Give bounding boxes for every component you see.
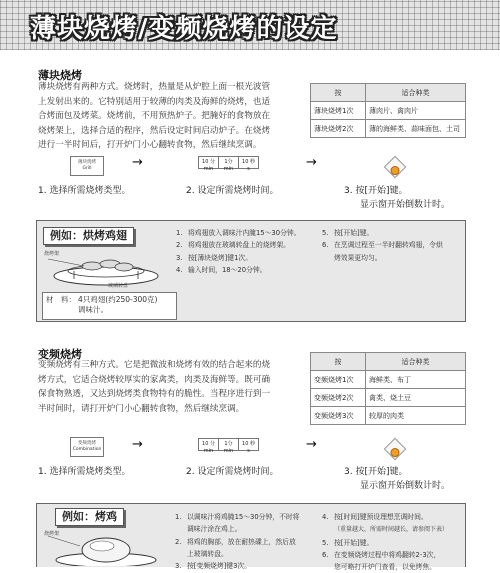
section-heading-combination-grill: 变频烧烤 — [38, 348, 82, 361]
start-button[interactable] — [384, 438, 407, 461]
section-description-combination-grill: 变频烧烤有三种方式。它是把微波和烧烤有效的结合起来的烧 烤方式，它适合烧烤较厚实的家禽类，肉类及海鲜等。既可确 保食物熟透，又达到烧烤类食物特有的脆性。当程序进行到一 半时间时，请打开炉门小心翻转食物，然后继续烹调。 — [38, 360, 271, 414]
step-1-text: 1. 选择所需烧烤类型。 — [38, 467, 131, 477]
ten-second-key[interactable]: 10 秒 s — [238, 438, 259, 451]
step-2-text: 2. 设定所需烧烤时间。 — [186, 467, 279, 477]
material-label: 材 料： — [46, 295, 76, 304]
arrow-icon: → — [132, 155, 143, 170]
arrow-icon: → — [306, 437, 317, 452]
turntable-label: 玻璃转盘 — [108, 283, 129, 289]
example-steps-right: 4. 按[时间]键预设理想烹调时间。 （重量越大，所需时间越长，请参阅下表） 5. 按[开始]键。 6. 在变频烧烤过程中将鸡翻转2-3次， 您可略打开炉门查看，以免烤焦。 — [322, 513, 449, 572]
section-heading-thin-grill: 薄块烧烤 — [38, 69, 82, 82]
combination-key[interactable]: 变频烧烤 Combination — [70, 437, 104, 457]
arrow-icon: → — [306, 155, 317, 170]
example-steps-left: 1. 将鸡翅放入调味汁内腌15～30分钟。 2. 将鸡翅放在玻璃转盘上的烧烤架。 3. 按[薄块烧烤]键1次。 4. 输入时间，18～20分钟。 — [176, 229, 301, 274]
step-1-text: 1. 选择所需烧烤类型。 — [38, 186, 131, 196]
table-row: 变频烧烤3次 较厚的肉类 — [311, 407, 466, 425]
ten-second-key[interactable]: 10 秒 s — [238, 156, 259, 169]
one-minute-key[interactable]: 1分 min — [218, 438, 239, 451]
start-icon — [389, 164, 402, 177]
page-title: 薄块烧烤/变频烧烤的设定 — [30, 14, 338, 44]
time-keys — [199, 156, 259, 175]
step-2-text: 2. 设定所需烧烤时间。 — [186, 186, 279, 196]
ten-minute-key[interactable]: 10 分 min — [198, 156, 219, 169]
table-row: 薄块烧烤1次 薄肉片、禽肉片 — [311, 102, 466, 120]
rack-label: 烧烤架 — [44, 531, 60, 537]
material-value-2: 调味汁。 — [78, 305, 108, 314]
step-3-note: 显示窗开始倒数计时。 — [360, 200, 451, 210]
step-3-text: 3. 按[开始]键。 — [344, 186, 408, 196]
grill-rack-illustration — [44, 254, 164, 288]
time-keys — [199, 438, 259, 457]
example-steps-left: 1. 以调味汁将鸡腌15～30分钟，不时将 调味汁涂在鸡上。 2. 将鸡的胸部，放在耐热碟上，然后放 上玻璃转盘。 3. 按[变频烧烤]键3次。 — [175, 513, 300, 571]
table-row: 变频烧烤1次 海鲜类、布丁 — [311, 371, 466, 389]
example-title: 例如：烘烤鸡翅 — [43, 227, 134, 245]
rack-label: 烧烤架 — [44, 251, 60, 257]
one-minute-key[interactable]: 1分 min — [218, 156, 239, 169]
step-3-note: 显示窗开始倒数计时。 — [360, 481, 451, 491]
roast-chicken-illustration — [44, 534, 164, 566]
example-title: 例如：烤鸡 — [55, 508, 124, 526]
example-steps-right: 5. 按[开始]键。 6. 在烹调过程至一半时翻转鸡翅，令烘 烤效果更均匀。 — [322, 229, 443, 262]
ten-minute-key[interactable]: 10 分 min — [198, 438, 219, 451]
start-button[interactable] — [384, 156, 407, 179]
step-3-text: 3. 按[开始]键。 — [344, 467, 408, 477]
material-value: 4只鸡翅(约250-300克) — [78, 295, 158, 304]
grill-key[interactable]: 薄块烧烤 Grill — [70, 156, 104, 176]
section-description-thin-grill: 薄块烧烤有两种方式。烧烤时，热量是从炉腔上面一根光波管 上发射出来的。它特别适用于较薄的肉类及海鲜的烧烤，也适 合烤面包及烤菜。烧烤前，不用预热炉子。把腌好的食物放在 烧烤架上，选择合适的程序，然后设定时间启动炉子。在烧烤 进行一半时间后，打开炉门小心翻转食物，然后继续烹调。 — [38, 82, 271, 150]
start-icon — [389, 446, 402, 459]
table-row: 薄块烧烤2次 薄的海鲜类、蒜味面包、土司 — [311, 120, 466, 138]
table-row: 变频烧烤2次 禽类、烧土豆 — [311, 389, 466, 407]
combination-grill-table: 按 适合种类 变频烧烤1次 海鲜类、布丁 变频烧烤2次 禽类、烧土豆 变频烧烤3次 较厚的肉类 — [310, 352, 466, 425]
thin-grill-table: 按 适合种类 薄块烧烤1次 薄肉片、禽肉片 薄块烧烤2次 薄的海鲜类、蒜味面包、土司 — [310, 83, 466, 138]
arrow-icon: → — [132, 437, 143, 452]
